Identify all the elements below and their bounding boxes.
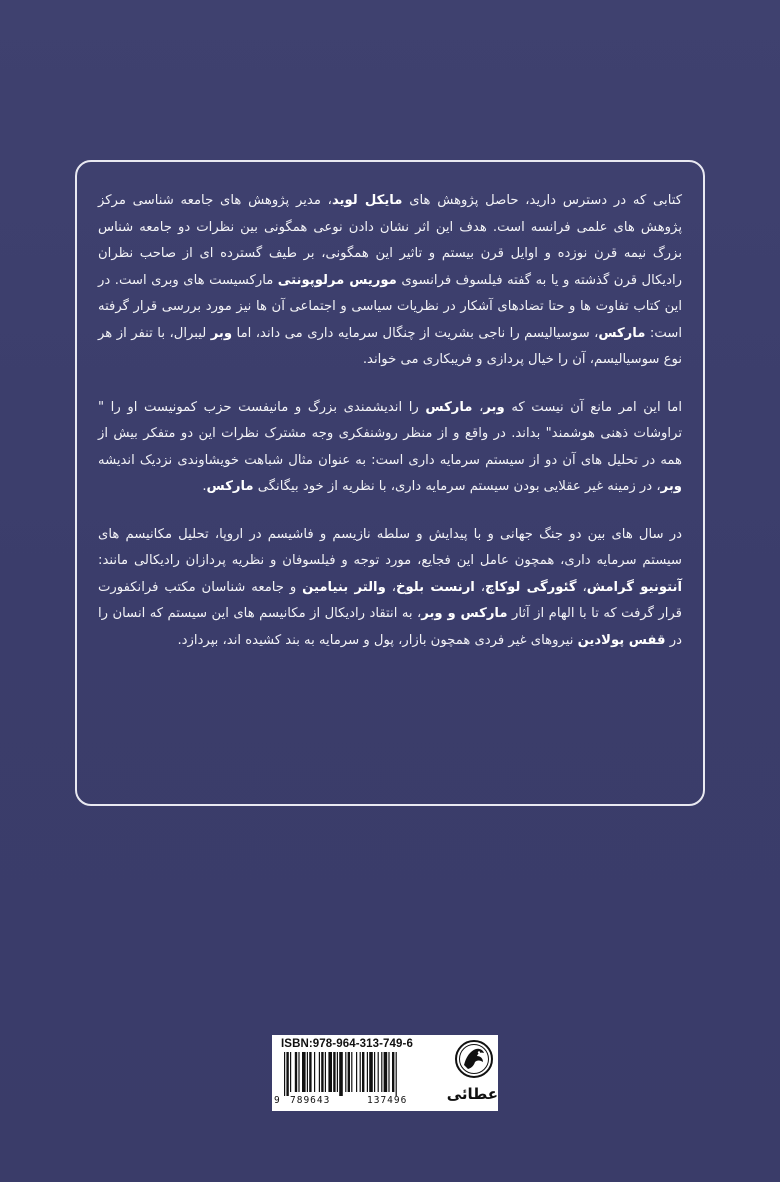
- barcode-bar: [337, 1052, 338, 1092]
- bold-name: مارکس: [206, 479, 254, 494]
- barcode-digit-first: 9: [274, 1095, 280, 1106]
- text-run: ، به انتقاد رادیکال از مکانیسم های این سیستم که انسان را در: [98, 606, 682, 648]
- barcode-bar: [367, 1052, 368, 1092]
- bold-name: قفس پولادین: [577, 632, 666, 648]
- text-run: مارکسیست های وبری است. در این کتاب تفاوت ها و حتا تضادهای آشکار در نظریات سیاسی و اجتماعی آن ها نیز مورد بررسی قرار گرفته است:: [98, 272, 682, 341]
- barcode-bar: [392, 1052, 394, 1092]
- barcode-bar: [328, 1052, 332, 1092]
- barcode-bar: [321, 1052, 323, 1092]
- text-run: ،: [472, 399, 484, 415]
- text-run: .: [202, 479, 207, 494]
- publisher-logo: [446, 1035, 498, 1111]
- publisher-emblem-icon: [450, 1035, 498, 1085]
- blurb-frame: [75, 160, 705, 806]
- barcode-bar: [302, 1052, 306, 1092]
- barcode-bar: [384, 1052, 388, 1092]
- bold-name: وبر: [660, 479, 682, 494]
- blurb-paragraph-2: [98, 395, 682, 501]
- bold-name: وبر: [210, 325, 233, 341]
- barcode-icon: [272, 1052, 450, 1096]
- barcode-digits-left: 789643: [290, 1095, 331, 1106]
- barcode-bar: [295, 1052, 297, 1092]
- barcode-digits-right: 137496: [367, 1095, 408, 1106]
- blurb-paragraph-3: [98, 522, 682, 655]
- text-run: نیروهای غیر فردی همچون بازار، پول و سرمایه به بند کشیده اند، بپردازد.: [177, 632, 578, 648]
- bold-name: موریس مرلوپونتی: [277, 272, 397, 288]
- text-run: ، سوسیالیسم را ناجی بشریت از چنگال سرمایه داری می داند، اما: [232, 325, 599, 341]
- barcode-bar: [314, 1052, 315, 1092]
- barcode-bar: [381, 1052, 382, 1092]
- text-run: ،: [474, 579, 485, 595]
- bold-name: والتر بنیامین: [302, 579, 386, 595]
- text-run: ، در زمینه غیر عقلایی بودن سیستم سرمایه داری، با نظریه از خود بیگانگی: [253, 479, 661, 494]
- bold-name: ارنست بلوخ: [395, 579, 475, 595]
- text-run: اما این امر مانع آن نیست که: [504, 399, 682, 415]
- bold-name: مایکل لوید: [331, 193, 403, 208]
- barcode-bar: [309, 1052, 311, 1092]
- barcode-bar: [307, 1052, 308, 1092]
- barcode-bar: [396, 1052, 397, 1096]
- text-run: ،: [385, 579, 396, 595]
- text-run: کتابی که در دسترس دارید، حاصل پژوهش های: [402, 193, 682, 208]
- bold-name: مارکس: [425, 399, 473, 415]
- text-run: را اندیشمندی بزرگ و مانیفست حزب کمونیست او را " تراوشات ذهنی هوشمند" بداند. در واقع و از منظر روشنفکری وجه مشترک نظرات این دو متفکر بیش از همه در تحلیل های آن دو از سیستم سرمایه داری است: به عنوان مثال شباهت خویشاوندی نزدیک اندیشه: [98, 399, 682, 468]
- barcode-bar: [345, 1052, 346, 1092]
- barcode-bar: [369, 1052, 373, 1092]
- text-run: لیبرال، با تنفر از هر نوع سوسیالیسم، آن را خیال پردازی و فریبکاری می خواند.: [98, 325, 682, 367]
- barcode-bar: [351, 1052, 352, 1092]
- barcode-bar: [388, 1052, 389, 1092]
- barcode-panel: [272, 1035, 498, 1111]
- barcode-bar: [284, 1052, 285, 1096]
- bold-name: گئورگی لوکاچ: [484, 579, 577, 595]
- bold-name: وبر: [483, 399, 505, 415]
- barcode-bar: [360, 1052, 361, 1092]
- blurb-paragraph-1: [98, 188, 682, 374]
- barcode-bar: [356, 1052, 357, 1092]
- text-run: در سال های بین دو جنگ جهانی و با پیدایش و سلطه نازیسم و فاشیسم در اروپا، تحلیل مکانیسم های سیستم سرمایه داری، همچون عامل این فجایع، مورد توجه و فیلسوفان و نظریه پردازان رادیکالی مانند:: [98, 526, 682, 568]
- barcode-bar: [362, 1052, 364, 1092]
- bold-name: آنتونیو گرامش: [586, 579, 682, 595]
- barcode-digits: [272, 1095, 450, 1109]
- barcode-bar: [325, 1052, 326, 1092]
- barcode-bar: [348, 1052, 350, 1092]
- barcode-bar: [339, 1052, 343, 1096]
- bold-name: مارکس و وبر: [421, 606, 508, 621]
- barcode-bar: [286, 1052, 288, 1096]
- barcode-bar: [333, 1052, 335, 1092]
- text-run: ، مدیر پژوهش های جامعه شناسی مرکز پژوهش های علمی فرانسه است. هدف این اثر نشان دادن نوعی همگونی بین نظرات دو جامعه شناس بزرگ نیمه قرن نوزده و اوایل قرن بیستم و تاثیر این همگونی، بر طیف گسترده ای از صاحب نظران رادیکال قرن گذشته و یا به گفته فیلسوف فرانسوی: [98, 193, 682, 288]
- bold-name: مارکس: [598, 325, 646, 341]
- barcode-bar: [378, 1052, 379, 1092]
- text-run: ،: [576, 579, 587, 595]
- text-run: و جامعه شناسان مکتب فرانکفورت قرار گرفت که تا با الهام از آثار: [98, 579, 682, 621]
- isbn-label: ISBN:978-964-313-749-6: [281, 1038, 413, 1050]
- barcode-bar: [374, 1052, 375, 1092]
- publisher-name: عطائی: [446, 1085, 498, 1103]
- barcode-bar: [298, 1052, 299, 1092]
- barcode-bar: [290, 1052, 291, 1092]
- barcode-bar: [319, 1052, 320, 1092]
